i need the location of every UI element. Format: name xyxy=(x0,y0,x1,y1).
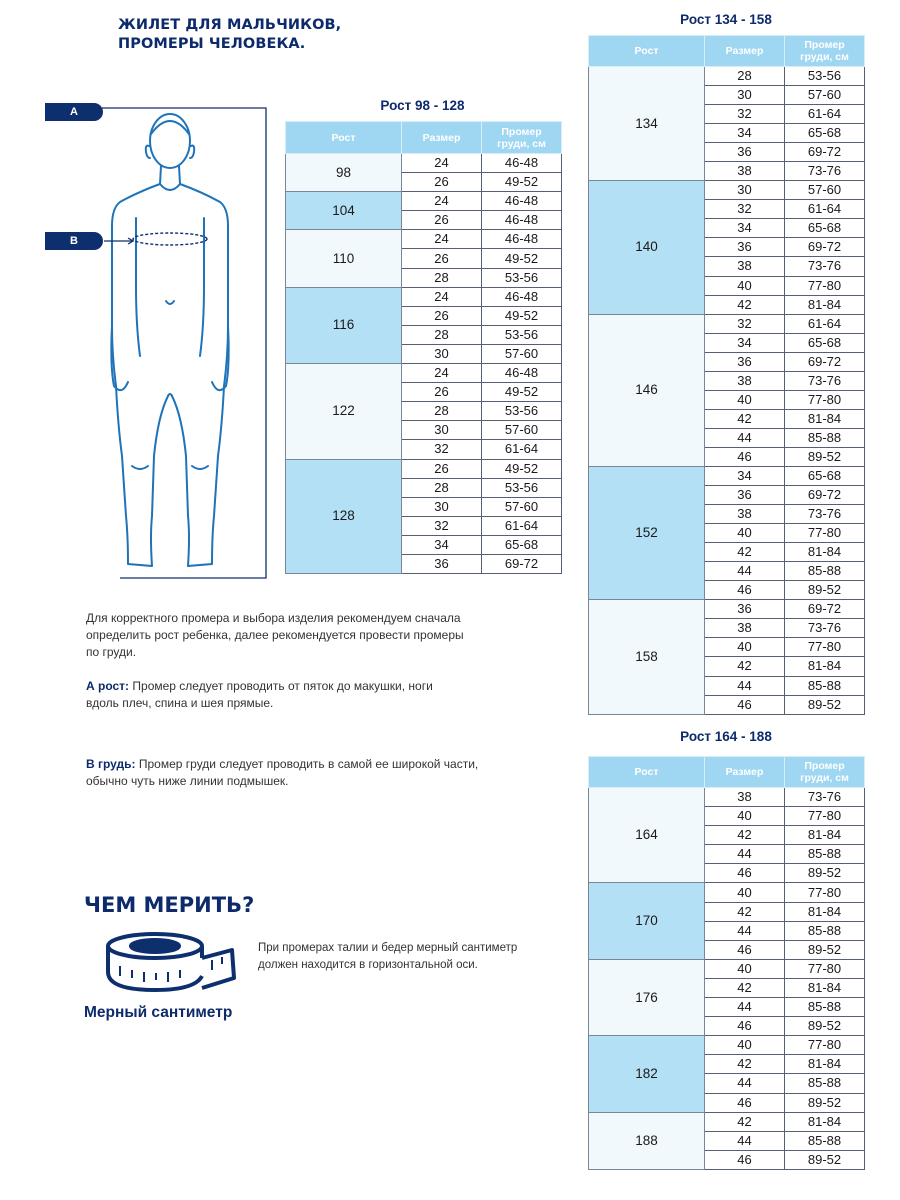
chest-cell: 85-88 xyxy=(785,562,865,581)
chest-instruction xyxy=(86,756,478,790)
intro-text xyxy=(86,610,464,661)
size-cell: 40 xyxy=(705,390,785,409)
header-chest xyxy=(482,122,562,154)
size-cell: 26 xyxy=(402,459,482,478)
rost-cell: 152 xyxy=(589,466,705,599)
size-cell: 42 xyxy=(705,1112,785,1131)
size-cell: 42 xyxy=(705,657,785,676)
tape-note-line-1: При промерах талии и бедер мерный сантиметр xyxy=(258,942,518,954)
rost-cell: 188 xyxy=(589,1112,705,1169)
chest-cell: 69-72 xyxy=(785,486,865,505)
size-cell: 38 xyxy=(705,505,785,524)
header-chest-line-1: Промер xyxy=(501,125,542,138)
height-line-1: Промер следует проводить от пяток до макушки, ноги xyxy=(129,679,433,693)
chest-cell: 69-72 xyxy=(482,554,562,573)
rost-cell: 134 xyxy=(589,67,705,181)
body-figure xyxy=(40,96,280,586)
size-cell: 46 xyxy=(705,581,785,600)
header-size: Размер xyxy=(402,122,482,154)
chest-cell: 73-76 xyxy=(785,257,865,276)
chest-cell: 61-64 xyxy=(482,440,562,459)
chest-cell: 57-60 xyxy=(785,86,865,105)
size-cell: 36 xyxy=(705,143,785,162)
rost-cell: 164 xyxy=(589,788,705,883)
size-cell: 38 xyxy=(705,257,785,276)
chest-cell: 46-48 xyxy=(482,192,562,211)
chest-cell: 77-80 xyxy=(785,883,865,902)
chest-cell: 89-52 xyxy=(785,1150,865,1169)
rost-cell: 140 xyxy=(589,181,705,314)
header-size: Размер xyxy=(705,36,785,67)
chest-cell: 69-72 xyxy=(785,600,865,619)
height-line-2: вдоль плеч, спина и шея прямые. xyxy=(86,696,274,710)
chest-cell: 69-72 xyxy=(785,352,865,371)
rost-cell: 128 xyxy=(286,459,402,574)
size-cell: 44 xyxy=(705,1074,785,1093)
size-cell: 44 xyxy=(705,428,785,447)
size-cell: 36 xyxy=(705,238,785,257)
size-cell: 32 xyxy=(402,440,482,459)
chest-cell: 89-52 xyxy=(785,1093,865,1112)
rost-cell: 182 xyxy=(589,1036,705,1112)
chest-cell: 89-52 xyxy=(785,695,865,714)
table-row xyxy=(286,287,562,306)
rost-cell: 146 xyxy=(589,314,705,466)
body-outline-illustration xyxy=(40,96,280,586)
chest-cell: 65-68 xyxy=(785,124,865,143)
table-2-title: Рост 134 - 158 xyxy=(680,12,772,27)
size-cell: 26 xyxy=(402,211,482,230)
chest-cell: 57-60 xyxy=(482,497,562,516)
chest-cell: 77-80 xyxy=(785,390,865,409)
intro-line-3: по груди. xyxy=(86,645,137,659)
chest-cell: 69-72 xyxy=(785,143,865,162)
chest-cell: 77-80 xyxy=(785,807,865,826)
size-cell: 38 xyxy=(705,162,785,181)
size-cell: 32 xyxy=(402,516,482,535)
size-cell: 34 xyxy=(705,124,785,143)
chest-cell: 77-80 xyxy=(785,638,865,657)
table-row xyxy=(589,1112,865,1131)
header-chest-line-1: Промер xyxy=(804,760,845,772)
chest-label: В грудь: xyxy=(86,757,136,771)
table-header-row xyxy=(286,122,562,154)
size-cell: 28 xyxy=(402,478,482,497)
intro-line-2: определить рост ребенка, далее рекомендуется провести промеры xyxy=(86,628,464,642)
size-cell: 40 xyxy=(705,638,785,657)
size-cell: 44 xyxy=(705,562,785,581)
tape-measure-icon xyxy=(100,928,240,996)
page-title xyxy=(118,16,341,54)
size-cell: 28 xyxy=(402,268,482,287)
table-row xyxy=(589,600,865,619)
table-row xyxy=(589,181,865,200)
table-row xyxy=(286,459,562,478)
size-cell: 40 xyxy=(705,1036,785,1055)
size-cell: 38 xyxy=(705,371,785,390)
size-table-98-128 xyxy=(285,121,562,574)
rost-cell: 110 xyxy=(286,230,402,287)
size-cell: 26 xyxy=(402,306,482,325)
size-cell: 42 xyxy=(705,902,785,921)
header-chest-line-2: груди, см xyxy=(800,772,849,784)
chest-cell: 61-64 xyxy=(482,516,562,535)
header-rost: Рост xyxy=(589,757,705,788)
chest-cell: 85-88 xyxy=(785,676,865,695)
table-3-title: Рост 164 - 188 xyxy=(680,729,772,744)
rost-cell: 98 xyxy=(286,154,402,192)
size-cell: 42 xyxy=(705,1055,785,1074)
chest-cell: 57-60 xyxy=(785,181,865,200)
size-table-134-158 xyxy=(588,35,865,715)
size-cell: 44 xyxy=(705,845,785,864)
size-cell: 24 xyxy=(402,154,482,173)
header-chest-line-1: Промер xyxy=(804,39,845,51)
chest-cell: 81-84 xyxy=(785,409,865,428)
rost-cell: 176 xyxy=(589,959,705,1035)
header-chest-line-2: груди, см xyxy=(497,137,546,150)
size-cell: 46 xyxy=(705,864,785,883)
header-chest xyxy=(785,757,865,788)
header-rost: Рост xyxy=(589,36,705,67)
intro-line-1: Для корректного промера и выбора изделия рекомендуем сначала xyxy=(86,611,461,625)
marker-a: A xyxy=(45,103,103,121)
size-cell: 36 xyxy=(705,352,785,371)
tape-measure-label: Мерный сантиметр xyxy=(84,1004,233,1021)
size-cell: 34 xyxy=(705,466,785,485)
chest-cell: 61-64 xyxy=(785,200,865,219)
table-row xyxy=(589,788,865,807)
chest-cell: 73-76 xyxy=(785,162,865,181)
chest-cell: 69-72 xyxy=(785,238,865,257)
size-cell: 40 xyxy=(705,959,785,978)
size-cell: 46 xyxy=(705,1017,785,1036)
chest-cell: 49-52 xyxy=(482,306,562,325)
size-cell: 26 xyxy=(402,173,482,192)
tape-note-line-2: должен находится в горизонтальной оси. xyxy=(258,959,478,971)
chest-cell: 46-48 xyxy=(482,211,562,230)
size-cell: 24 xyxy=(402,230,482,249)
chest-line-2: обычно чуть ниже линии подмышек. xyxy=(86,774,289,788)
size-cell: 42 xyxy=(705,295,785,314)
chest-cell: 53-56 xyxy=(482,325,562,344)
chest-cell: 53-56 xyxy=(482,478,562,497)
size-cell: 44 xyxy=(705,1131,785,1150)
size-cell: 30 xyxy=(402,421,482,440)
size-cell: 24 xyxy=(402,192,482,211)
table-row xyxy=(589,883,865,902)
chest-cell: 89-52 xyxy=(785,864,865,883)
size-cell: 46 xyxy=(705,1150,785,1169)
size-cell: 44 xyxy=(705,998,785,1017)
chest-cell: 89-52 xyxy=(785,581,865,600)
size-cell: 28 xyxy=(402,402,482,421)
chest-cell: 89-52 xyxy=(785,940,865,959)
table-row xyxy=(589,67,865,86)
size-cell: 34 xyxy=(705,219,785,238)
size-cell: 34 xyxy=(402,535,482,554)
chest-line-1: Промер груди следует проводить в самой ее широкой части, xyxy=(135,757,479,771)
size-cell: 44 xyxy=(705,676,785,695)
table-header-row xyxy=(589,757,865,788)
header-chest xyxy=(785,36,865,67)
size-cell: 36 xyxy=(402,554,482,573)
size-cell: 32 xyxy=(705,200,785,219)
table-row xyxy=(589,1036,865,1055)
height-label: А рост: xyxy=(86,679,130,693)
chest-cell: 65-68 xyxy=(785,333,865,352)
size-cell: 30 xyxy=(402,497,482,516)
size-cell: 36 xyxy=(705,486,785,505)
marker-b: B xyxy=(45,232,103,250)
size-cell: 24 xyxy=(402,364,482,383)
size-cell: 46 xyxy=(705,447,785,466)
chest-cell: 85-88 xyxy=(785,921,865,940)
size-cell: 46 xyxy=(705,1093,785,1112)
size-cell: 30 xyxy=(402,344,482,363)
title-line-1: ЖИЛЕТ ДЛЯ МАЛЬЧИКОВ, xyxy=(118,17,342,33)
chest-cell: 81-84 xyxy=(785,1112,865,1131)
chest-cell: 49-52 xyxy=(482,383,562,402)
rost-cell: 158 xyxy=(589,600,705,714)
chest-cell: 65-68 xyxy=(482,535,562,554)
rost-cell: 170 xyxy=(589,883,705,959)
header-chest-line-2: груди, см xyxy=(800,51,849,63)
chest-cell: 85-88 xyxy=(785,1131,865,1150)
chest-cell: 46-48 xyxy=(482,154,562,173)
table-header-row xyxy=(589,36,865,67)
chest-cell: 77-80 xyxy=(785,1036,865,1055)
chest-cell: 53-56 xyxy=(482,268,562,287)
size-cell: 42 xyxy=(705,543,785,562)
table-1-title: Рост 98 - 128 xyxy=(380,98,465,113)
size-cell: 26 xyxy=(402,249,482,268)
size-cell: 28 xyxy=(705,67,785,86)
chest-cell: 46-48 xyxy=(482,287,562,306)
chest-cell: 85-88 xyxy=(785,845,865,864)
title-line-2: ПРОМЕРЫ ЧЕЛОВЕКА. xyxy=(118,36,306,52)
size-cell: 40 xyxy=(705,276,785,295)
chest-cell: 89-52 xyxy=(785,1017,865,1036)
chest-cell: 77-80 xyxy=(785,276,865,295)
size-cell: 44 xyxy=(705,921,785,940)
height-instruction xyxy=(86,678,433,712)
chest-cell: 46-48 xyxy=(482,230,562,249)
size-cell: 42 xyxy=(705,409,785,428)
chest-cell: 49-52 xyxy=(482,459,562,478)
chest-cell: 81-84 xyxy=(785,657,865,676)
chest-cell: 65-68 xyxy=(785,466,865,485)
chest-cell: 53-56 xyxy=(482,402,562,421)
size-cell: 24 xyxy=(402,287,482,306)
chest-cell: 89-52 xyxy=(785,447,865,466)
chest-cell: 65-68 xyxy=(785,219,865,238)
size-cell: 46 xyxy=(705,695,785,714)
size-cell: 36 xyxy=(705,600,785,619)
chest-cell: 81-84 xyxy=(785,902,865,921)
chest-cell: 73-76 xyxy=(785,371,865,390)
size-cell: 30 xyxy=(705,86,785,105)
size-cell: 32 xyxy=(705,314,785,333)
table-row xyxy=(286,192,562,211)
chest-cell: 85-88 xyxy=(785,428,865,447)
chest-cell: 81-84 xyxy=(785,826,865,845)
rost-cell: 116 xyxy=(286,287,402,363)
chest-cell: 81-84 xyxy=(785,978,865,997)
size-cell: 38 xyxy=(705,788,785,807)
chest-cell: 46-48 xyxy=(482,364,562,383)
chest-cell: 57-60 xyxy=(482,421,562,440)
size-cell: 32 xyxy=(705,105,785,124)
table-row xyxy=(589,466,865,485)
size-cell: 34 xyxy=(705,333,785,352)
size-cell: 42 xyxy=(705,826,785,845)
chest-cell: 85-88 xyxy=(785,1074,865,1093)
rost-cell: 122 xyxy=(286,364,402,459)
chest-cell: 49-52 xyxy=(482,249,562,268)
size-cell: 40 xyxy=(705,883,785,902)
chest-cell: 61-64 xyxy=(785,105,865,124)
size-cell: 30 xyxy=(705,181,785,200)
size-cell: 28 xyxy=(402,325,482,344)
header-size: Размер xyxy=(705,757,785,788)
table-row xyxy=(589,314,865,333)
table-row xyxy=(589,959,865,978)
chest-cell: 77-80 xyxy=(785,959,865,978)
size-cell: 46 xyxy=(705,940,785,959)
tape-note xyxy=(258,940,558,974)
size-cell: 26 xyxy=(402,383,482,402)
size-cell: 38 xyxy=(705,619,785,638)
size-cell: 40 xyxy=(705,807,785,826)
chest-cell: 77-80 xyxy=(785,524,865,543)
chest-cell: 49-52 xyxy=(482,173,562,192)
size-cell: 40 xyxy=(705,524,785,543)
chest-cell: 53-56 xyxy=(785,67,865,86)
how-to-measure-heading: ЧЕМ МЕРИТЬ? xyxy=(84,893,255,917)
chest-cell: 81-84 xyxy=(785,295,865,314)
size-cell: 42 xyxy=(705,978,785,997)
chest-cell: 61-64 xyxy=(785,314,865,333)
rost-cell: 104 xyxy=(286,192,402,230)
table-row xyxy=(286,364,562,383)
chest-cell: 73-76 xyxy=(785,619,865,638)
table-row xyxy=(286,154,562,173)
chest-cell: 57-60 xyxy=(482,344,562,363)
chest-cell: 81-84 xyxy=(785,1055,865,1074)
chest-cell: 73-76 xyxy=(785,505,865,524)
table-row xyxy=(286,230,562,249)
chest-cell: 81-84 xyxy=(785,543,865,562)
size-table-164-188 xyxy=(588,756,865,1170)
chest-cell: 85-88 xyxy=(785,998,865,1017)
chest-cell: 73-76 xyxy=(785,788,865,807)
header-rost: Рост xyxy=(286,122,402,154)
